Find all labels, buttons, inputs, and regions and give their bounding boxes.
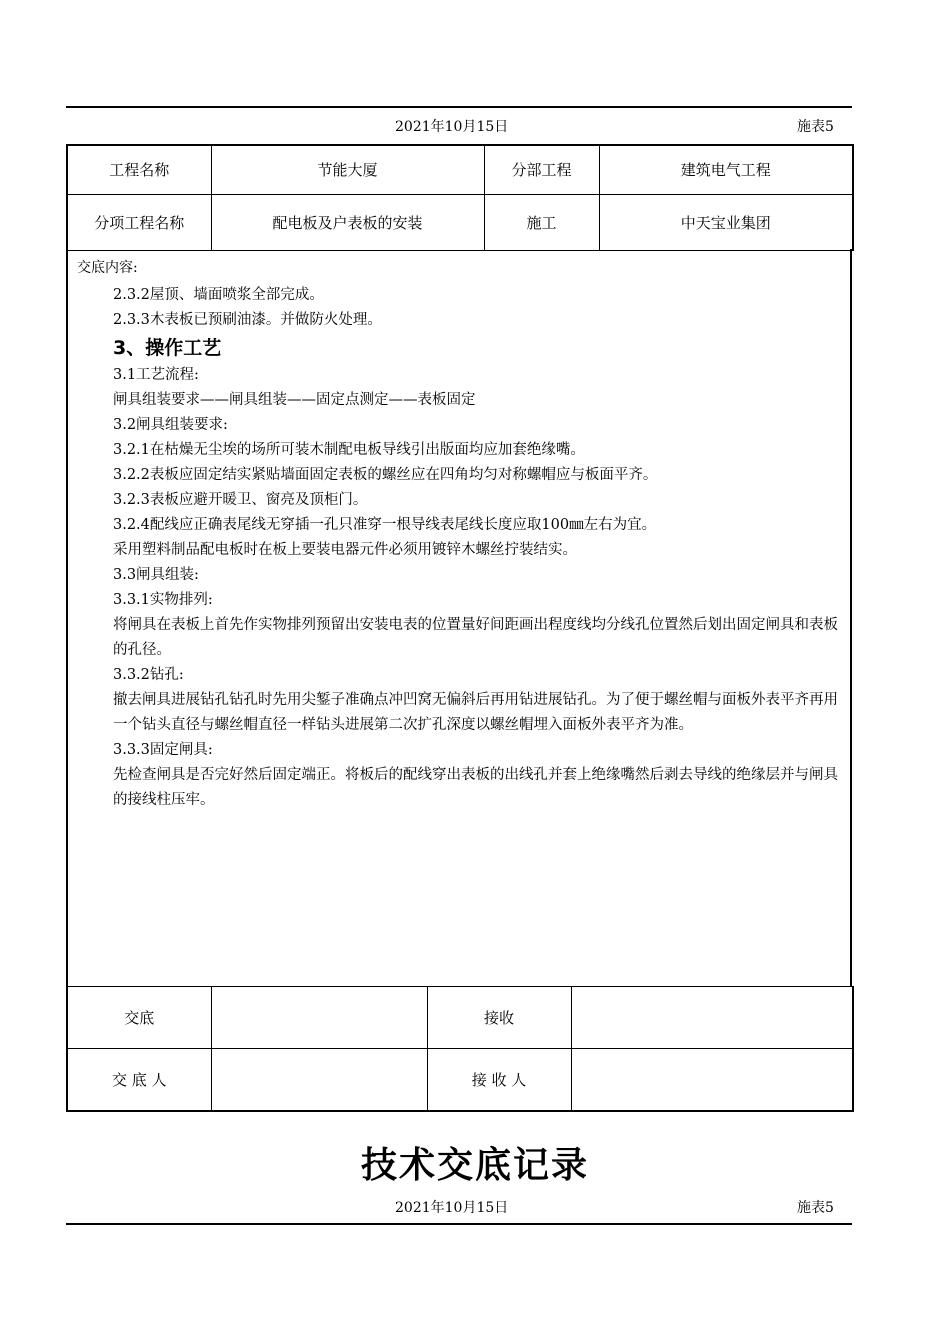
content-line: 2.3.3木表板已预刷油漆。并做防火处理。 bbox=[113, 312, 382, 328]
project-name-label: 工程名称 bbox=[67, 145, 211, 194]
receive-value bbox=[571, 987, 853, 1049]
content-line: 3.1工艺流程: bbox=[113, 367, 199, 383]
top-rule bbox=[66, 106, 852, 108]
content-line: 3.2.2表板应固定结实紧贴墙面固定表板的螺丝应在四角均匀对称螺帽应与板面平齐。 bbox=[113, 467, 658, 483]
content-line: 3.2.4配线应正确表尾线无穿插一孔只准穿一根导线表尾线长度应取100㎜左右为宜。 bbox=[113, 517, 657, 533]
receive-person-label: 接 收 人 bbox=[427, 1049, 571, 1111]
content-line: 闸具组装要求——闸具组装——固定点测定——表板固定 bbox=[113, 392, 476, 408]
content-line: 2.3.2屋顶、墙面喷浆全部完成。 bbox=[113, 287, 324, 303]
content-label: 交底内容: bbox=[77, 260, 138, 276]
document-title: 技术交底记录 bbox=[360, 1145, 589, 1186]
section-heading: 3、操作工艺 bbox=[113, 337, 222, 359]
handover-label: 交底 bbox=[67, 987, 211, 1049]
content-line: 3.3.3固定闸具: bbox=[113, 742, 213, 758]
bottom-rule bbox=[66, 1223, 852, 1225]
construction-value: 中天宝业集团 bbox=[599, 194, 853, 250]
receive-label: 接收 bbox=[427, 987, 571, 1049]
signature-table bbox=[66, 986, 854, 1112]
receive-person-value bbox=[571, 1049, 853, 1111]
subitem-label: 分项工程名称 bbox=[67, 194, 211, 250]
record-date: 2021年10月15日 bbox=[395, 119, 509, 135]
subitem-value: 配电板及户表板的安装 bbox=[211, 194, 484, 250]
content-line: 将闸具在表板上首先作实物排列预留出安装电表的位置量好间距画出程度线均分线孔位置然后划出固定闸具和表板的孔径。 bbox=[113, 617, 838, 658]
content-line: 3.3闸具组装: bbox=[113, 567, 199, 583]
form-number: 施表5 bbox=[797, 119, 834, 135]
content-line: 撤去闸具进展钻孔钻孔时先用尖錾子准确点冲凹窝无偏斜后再用钻进展钻孔。为了便于螺丝帽与面板外表平齐再用一个钻头直径与螺丝帽直径一样钻头进展第二次扩孔深度以螺丝帽埋入面板外表平齐为准。 bbox=[113, 692, 838, 733]
record-date-bottom: 2021年10月15日 bbox=[395, 1200, 509, 1216]
content-line: 先检查闸具是否完好然后固定端正。将板后的配线穿出表板的出线孔并套上绝缘嘴然后剥去导线的绝缘层并与闸具的接线柱压牢。 bbox=[113, 767, 838, 808]
project-name-value: 节能大厦 bbox=[211, 145, 484, 194]
content-line: 3.2.1在枯燥无尘埃的场所可装木制配电板导线引出版面均应加套绝缘嘴。 bbox=[113, 442, 585, 458]
content-line: 3.2.3表板应避开暖卫、窗亮及顶柜门。 bbox=[113, 492, 368, 508]
content-body bbox=[113, 283, 844, 813]
content-line: 3.2闸具组装要求: bbox=[113, 417, 228, 433]
division-value: 建筑电气工程 bbox=[599, 145, 853, 194]
content-line: 采用塑料制品配电板时在板上要装电器元件必须用镀锌木螺丝拧装结实。 bbox=[113, 542, 577, 558]
handover-value bbox=[211, 987, 427, 1049]
form-number-bottom: 施表5 bbox=[797, 1200, 834, 1216]
handover-person-value bbox=[211, 1049, 427, 1111]
content-line: 3.3.1实物排列: bbox=[113, 592, 213, 608]
info-table bbox=[66, 144, 854, 251]
content-line: 3.3.2钻孔: bbox=[113, 667, 184, 683]
handover-person-label: 交 底 人 bbox=[67, 1049, 211, 1111]
content-box bbox=[66, 249, 852, 986]
division-label: 分部工程 bbox=[484, 145, 599, 194]
construction-label: 施工 bbox=[484, 194, 599, 250]
